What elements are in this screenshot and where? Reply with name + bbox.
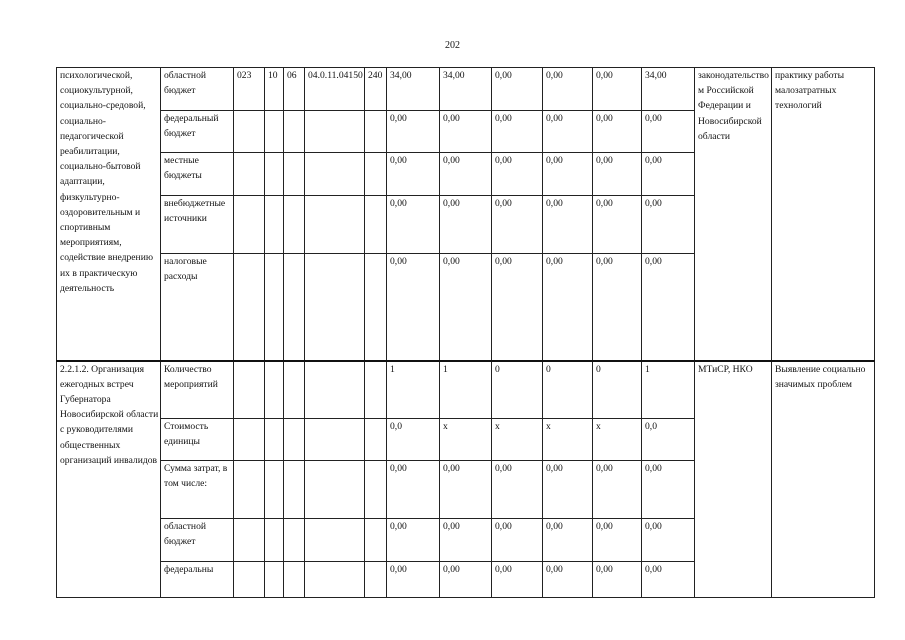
value-year-4: x — [543, 419, 593, 461]
value-year-5: 0,00 — [593, 111, 642, 153]
activity-description: психологической, социокультурной, социально-средовой, социально-педагогической реабилитации, социально-бытовой адаптации, физкультурно-оздоровительным и спортивным мероприятиям, содействие внедрению их в практическую деятельность — [57, 68, 161, 361]
value-year-3: 0,00 — [492, 68, 543, 111]
value-year-4: 0,00 — [543, 153, 593, 196]
executor: законодательством Российской Федерации и Новосибирской области — [695, 68, 772, 361]
value-year-4: 0,00 — [543, 562, 593, 598]
value-year-2: x — [440, 419, 492, 461]
pr-code: 06 — [284, 68, 305, 111]
funding-source: федеральный бюджет — [161, 111, 234, 153]
value-year-2: 0,00 — [440, 461, 492, 519]
value-year-2: 34,00 — [440, 68, 492, 111]
value-year-4: 0,00 — [543, 519, 593, 562]
value-year-4: 0,00 — [543, 254, 593, 361]
value-year-5: 0 — [593, 361, 642, 419]
value-year-1: 0,00 — [387, 196, 440, 254]
funding-source: налоговые расходы — [161, 254, 234, 361]
value-year-6: 0,00 — [642, 519, 695, 562]
value-year-1: 0,00 — [387, 562, 440, 598]
funding-source: Количество мероприятий — [161, 361, 234, 419]
value-year-2: 0,00 — [440, 519, 492, 562]
page-number: 202 — [445, 40, 460, 51]
value-year-6: 1 — [642, 361, 695, 419]
executor: МТиСР, НКО — [695, 361, 772, 598]
value-year-1: 0,00 — [387, 461, 440, 519]
value-year-1: 0,00 — [387, 519, 440, 562]
value-year-1: 1 — [387, 361, 440, 419]
funding-source: местные бюджеты — [161, 153, 234, 196]
funding-source: Сумма затрат, в том числе: — [161, 461, 234, 519]
value-year-6: 0,00 — [642, 196, 695, 254]
table-row — [57, 361, 875, 419]
value-year-2: 0,00 — [440, 254, 492, 361]
value-year-5: 0,00 — [593, 461, 642, 519]
value-year-2: 1 — [440, 361, 492, 419]
value-year-3: 0,00 — [492, 153, 543, 196]
value-year-1: 34,00 — [387, 68, 440, 111]
expected-result: Выявление социально значимых проблем — [772, 361, 875, 598]
grbs-code: 023 — [234, 68, 265, 111]
value-year-3: 0,00 — [492, 254, 543, 361]
table-row — [57, 68, 875, 111]
value-year-3: x — [492, 419, 543, 461]
funding-source: областной бюджет — [161, 519, 234, 562]
funding-source: Стоимость единицы — [161, 419, 234, 461]
funding-source: внебюджетные источники — [161, 196, 234, 254]
value-year-6: 0,00 — [642, 562, 695, 598]
value-year-2: 0,00 — [440, 153, 492, 196]
budget-table — [56, 67, 875, 598]
value-year-5: 0,00 — [593, 153, 642, 196]
value-year-2: 0,00 — [440, 196, 492, 254]
value-year-3: 0 — [492, 361, 543, 419]
value-year-6: 34,00 — [642, 68, 695, 111]
value-year-5: 0,00 — [593, 196, 642, 254]
value-year-5: x — [593, 419, 642, 461]
value-year-4: 0,00 — [543, 461, 593, 519]
value-year-3: 0,00 — [492, 562, 543, 598]
value-year-3: 0,00 — [492, 519, 543, 562]
value-year-6: 0,0 — [642, 419, 695, 461]
value-year-1: 0,00 — [387, 111, 440, 153]
activity-description: 2.2.1.2. Организация ежегодных встреч Губернатора Новосибирской области с руководителями общественных организаций инвалидов — [57, 361, 161, 598]
value-year-1: 0,0 — [387, 419, 440, 461]
csr-code: 04.0.11.04150 — [305, 68, 365, 111]
value-year-3: 0,00 — [492, 111, 543, 153]
rz-code: 10 — [265, 68, 284, 111]
value-year-2: 0,00 — [440, 562, 492, 598]
value-year-5: 0,00 — [593, 519, 642, 562]
value-year-1: 0,00 — [387, 153, 440, 196]
value-year-6: 0,00 — [642, 461, 695, 519]
value-year-5: 0,00 — [593, 562, 642, 598]
value-year-6: 0,00 — [642, 153, 695, 196]
value-year-4: 0 — [543, 361, 593, 419]
expected-result: практику работы малозатратных технологий — [772, 68, 875, 361]
value-year-4: 0,00 — [543, 196, 593, 254]
value-year-5: 0,00 — [593, 68, 642, 111]
value-year-4: 0,00 — [543, 68, 593, 111]
vr-code: 240 — [365, 68, 387, 111]
value-year-3: 0,00 — [492, 196, 543, 254]
value-year-1: 0,00 — [387, 254, 440, 361]
value-year-4: 0,00 — [543, 111, 593, 153]
funding-source: областной бюджет — [161, 68, 234, 111]
value-year-6: 0,00 — [642, 111, 695, 153]
value-year-3: 0,00 — [492, 461, 543, 519]
value-year-2: 0,00 — [440, 111, 492, 153]
funding-source: федеральны — [161, 562, 234, 598]
value-year-5: 0,00 — [593, 254, 642, 361]
value-year-6: 0,00 — [642, 254, 695, 361]
